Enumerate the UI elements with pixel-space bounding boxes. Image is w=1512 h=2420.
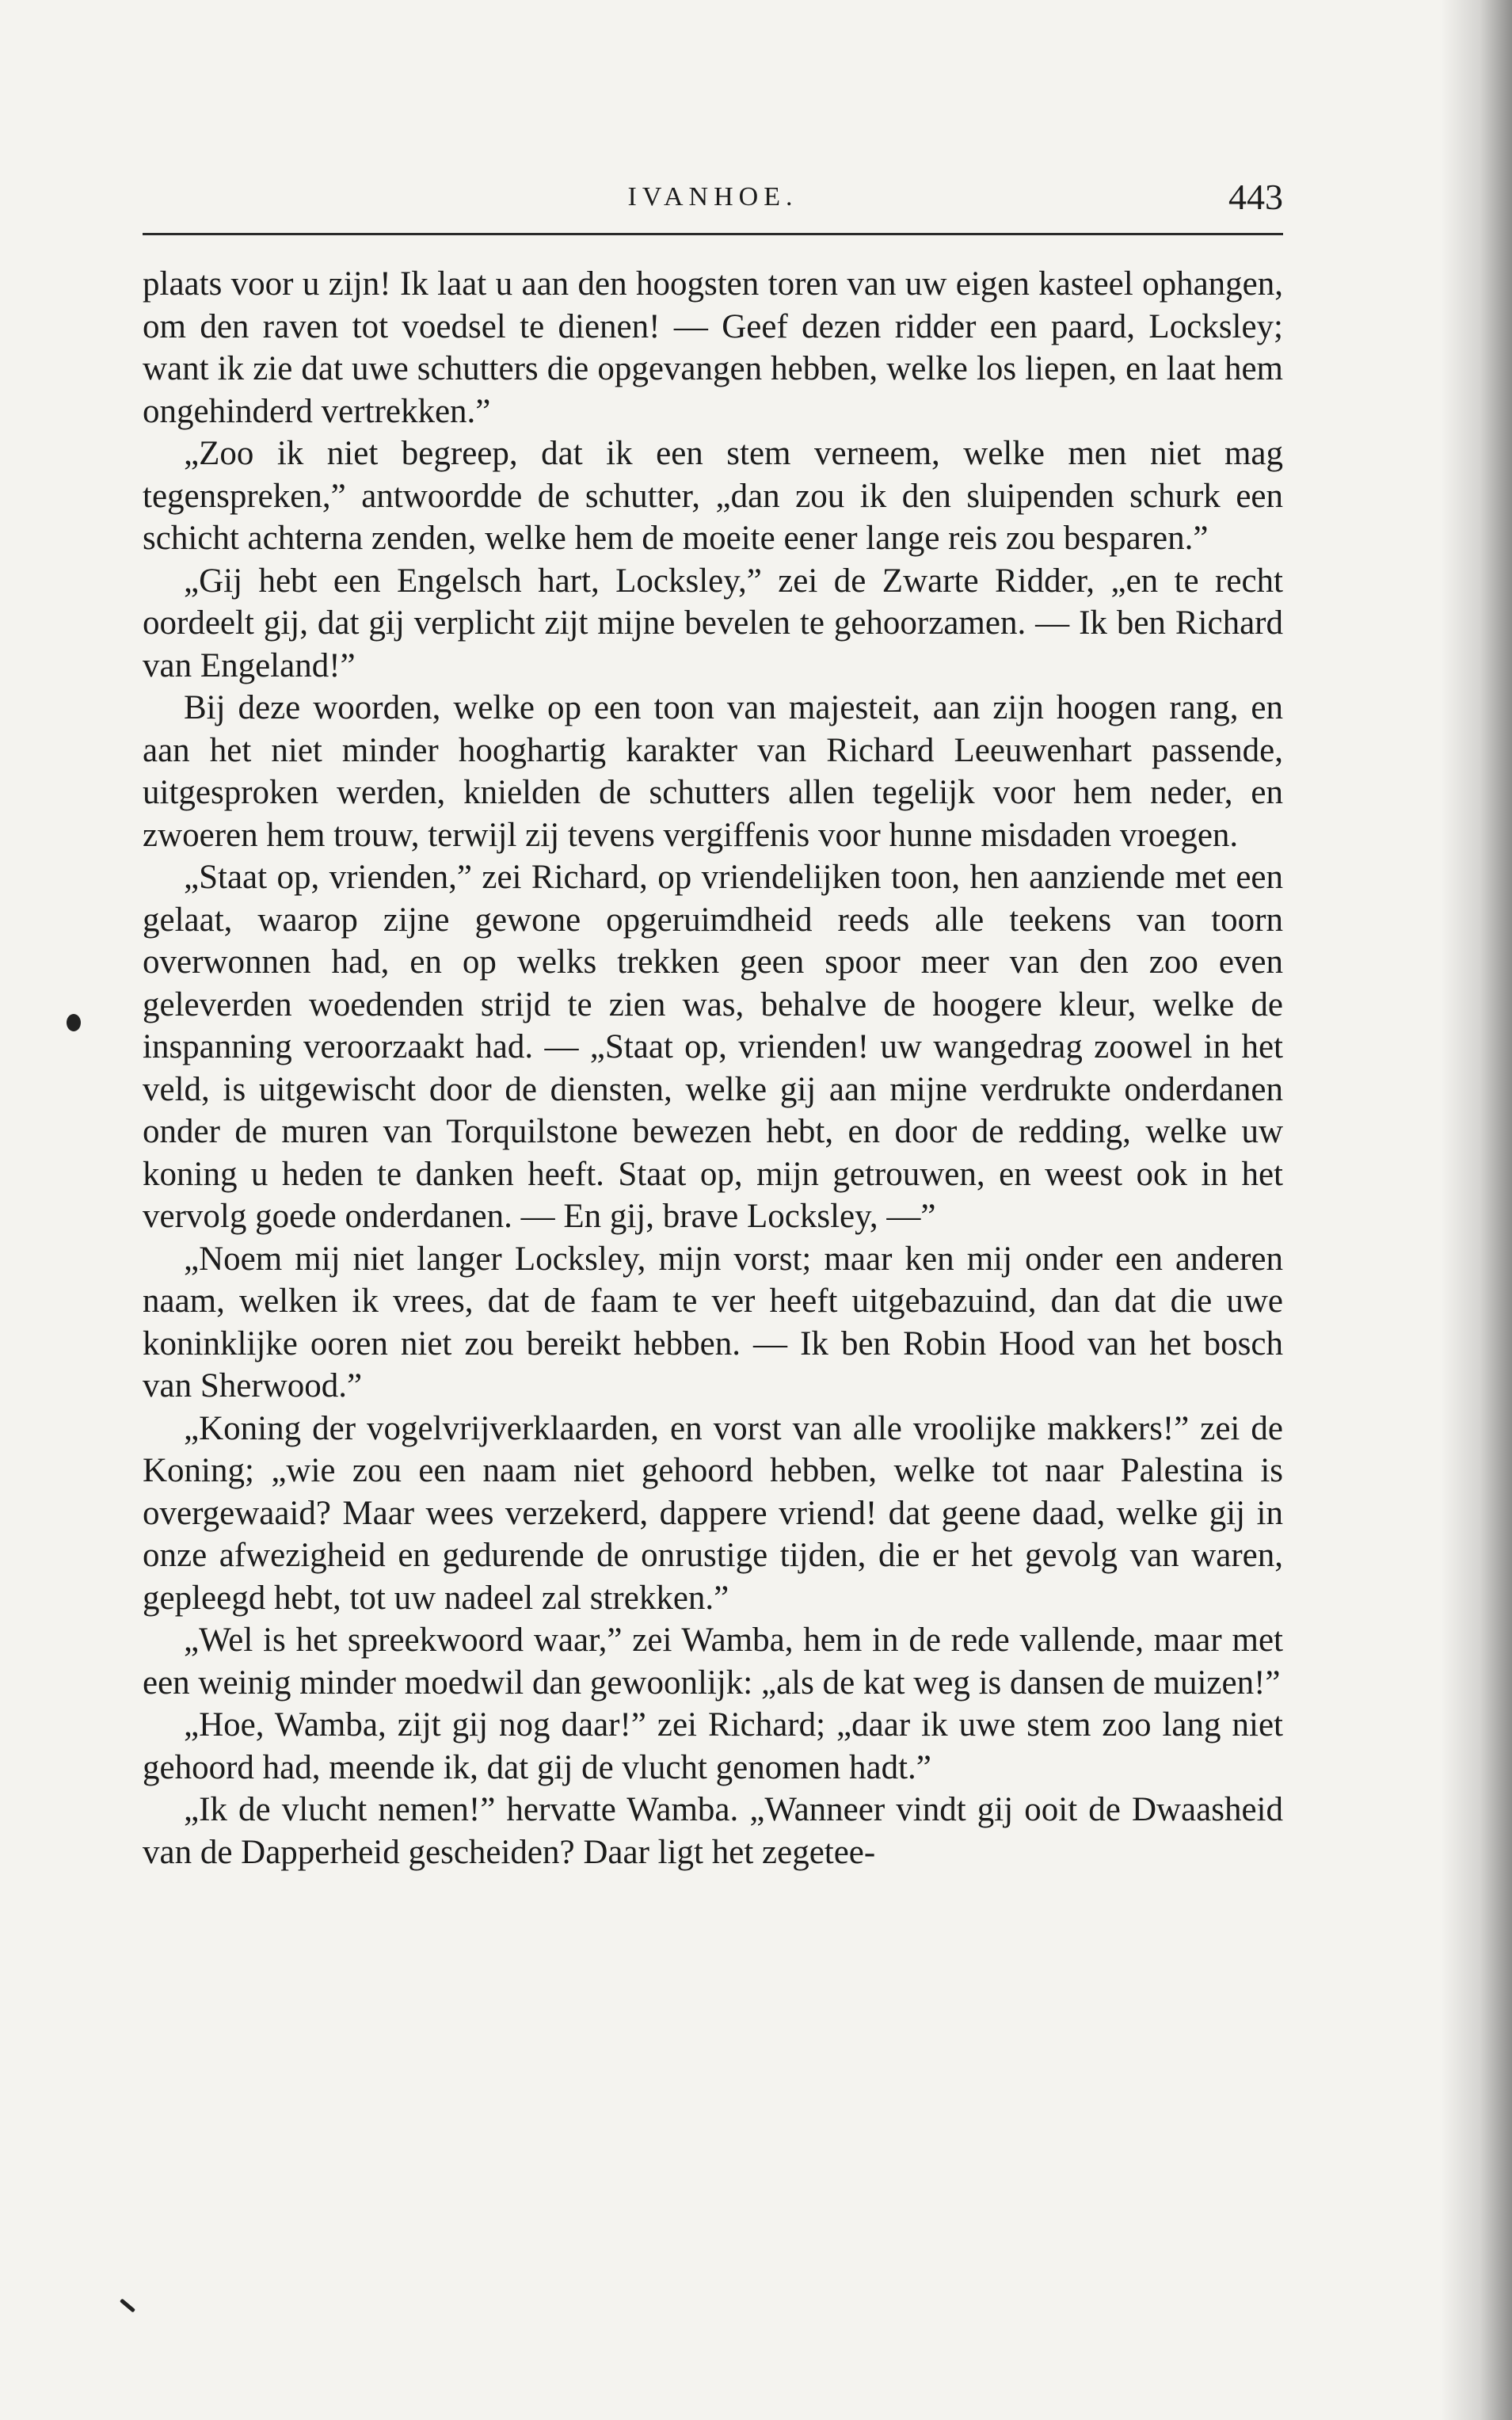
running-title: IVANHOE.: [627, 182, 798, 212]
ink-speck: [67, 1014, 81, 1031]
paragraph: „Hoe, Wamba, zijt gij nog daar!” zei Richard; „daar ik uwe stem zoo lang niet gehoord had, meende ik, dat gij de vlucht genomen hadt.”: [143, 1706, 1283, 1786]
paragraph: „Zoo ik niet begreep, dat ik een stem verneem, welke men niet mag tegenspreken,” antwoordde de schutter, „dan zou ik den sluipenden schurk een schicht achterna zenden, welke hem de moeite eener lange reis zou besparen.”: [143, 435, 1283, 557]
ink-speck: [120, 2299, 135, 2313]
paragraph: „Koning der vogelvrijverklaarden, en vorst van alle vroolijke makkers!” zei de Koning; „wie zou een naam niet gehoord hebben, welke tot naar Palestina is overgewaaid? Maar wees verzekerd, dappere vriend! dat geene daad, welke gij in onze afwezigheid en gedurende de onrustige tijden, die er het gevolg van waren, gepleegd hebt, tot uw nadeel zal strekken.”: [143, 1409, 1283, 1617]
paragraph: „Ik de vlucht nemen!” hervatte Wamba. „Wanneer vindt gij ooit de Dwaasheid van de Dapperheid gescheiden? Daar ligt het zegetee-: [143, 1791, 1283, 1871]
paragraph: „Noem mij niet langer Locksley, mijn vorst; maar ken mij onder een anderen naam, welken ik vrees, dat de faam te ver heeft uitgebazuind, dan dat die uwe koninklijke ooren niet zou bereikt hebben. — Ik ben Robin Hood van het bosch van Sherwood.”: [143, 1240, 1283, 1404]
paragraph: plaats voor u zijn! Ik laat u aan den hoogsten toren van uw eigen kasteel ophangen, om den raven tot voedsel te dienen! — Geef dezen ridder een paard, Locksley; want ik zie dat uwe schutters die opgevangen hebben, welke los liepen, en laat hem ongehinderd vertrekken.”: [143, 265, 1283, 430]
paragraph: „Gij hebt een Engelsch hart, Locksley,” zei de Zwarte Ridder, „en te recht oordeelt gij, dat gij verplicht zijt mijne bevelen te gehoorzamen. — Ik ben Richard van Engeland!”: [143, 562, 1283, 684]
page-header: [143, 176, 1283, 227]
paragraph: „Wel is het spreekwoord waar,” zei Wamba, hem in de rede vallende, maar met een weinig minder moedwil dan gewoonlijk: „als de kat weg is dansen de muizen!”: [143, 1622, 1283, 1702]
page-number: 443: [1228, 177, 1283, 217]
body-text: [143, 263, 1283, 1873]
paragraph: „Staat op, vrienden,” zei Richard, op vriendelijken toon, hen aanziende met een gelaat, waarop zijne gewone opgeruimdheid reeds alle teekens van toorn overwonnen had, en op welks trekken geen spoor meer van den zoo even geleverden woedenden strijd te zien was, behalve de hoogere kleur, welke de inspanning veroorzaakt had. — „Staat op, vrienden! uw wangedrag zoowel in het veld, is uitgewischt door de diensten, welke gij aan mijne verdrukte onderdanen onder de muren van Torquilstone bewezen hebt, en door de redding, welke uw koning u heden te danken heeft. Staat op, mijn getrouwen, en weest ook in het vervolg goede onderdanen. — En gij, brave Locksley, —”: [143, 859, 1283, 1235]
paragraph: Bij deze woorden, welke op een toon van majesteit, aan zijn hoogen rang, en aan het niet minder hooghartig karakter van Richard Leeuwenhart passende, uitgesproken werden, knielden de schutters allen tegelijk voor hem neder, en zwoeren hem trouw, terwijl zij tevens vergiffenis voor hunne misdaden vroegen.: [143, 689, 1283, 854]
header-rule: [143, 233, 1283, 235]
scan-edge-shadow: [1441, 0, 1512, 2420]
